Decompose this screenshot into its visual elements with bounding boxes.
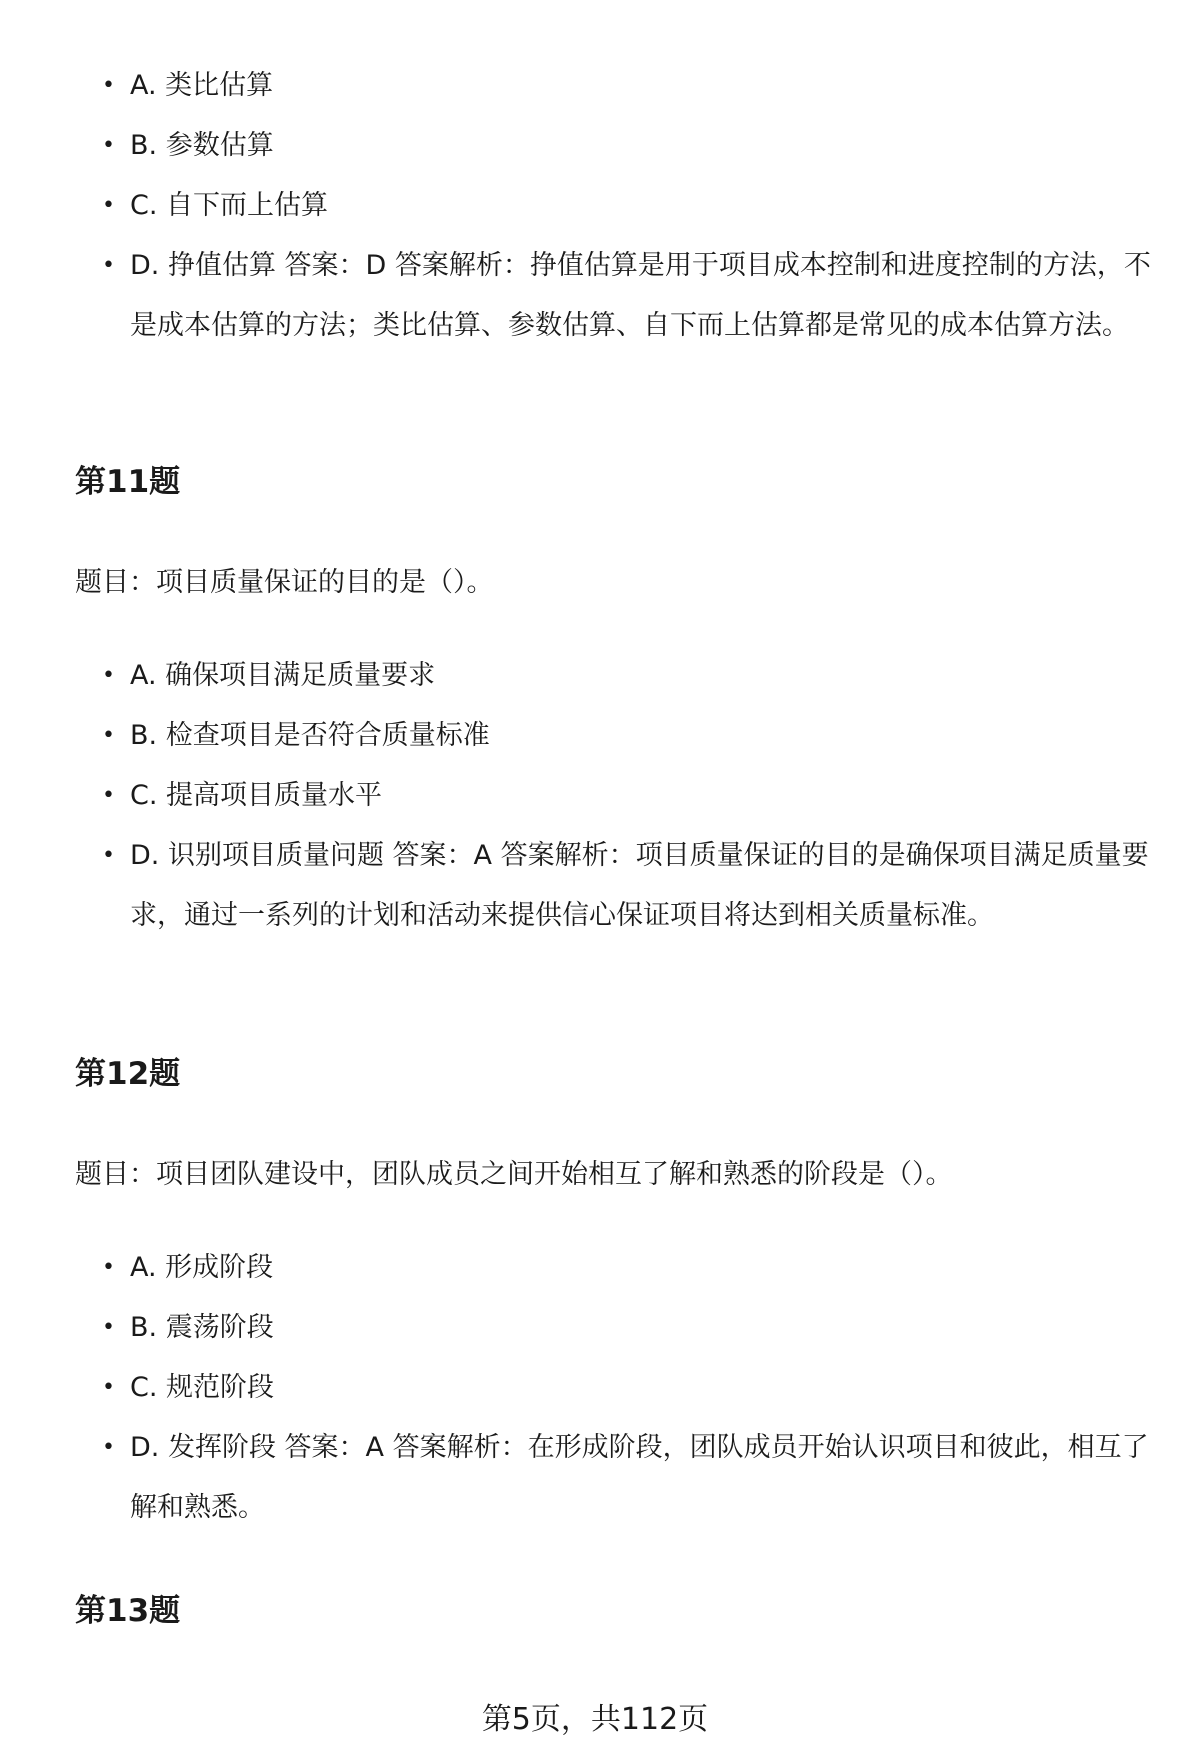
- option-text: C. 提高项目质量水平: [130, 780, 383, 811]
- option-text: B. 震荡阶段: [130, 1312, 274, 1343]
- option-d-with-answer: [0, 236, 1190, 356]
- question-11-stem: 题目：项目质量保证的目的是（）。: [75, 567, 494, 598]
- option-c: [0, 176, 1190, 236]
- bullet-icon: •: [102, 1315, 115, 1340]
- bullet-icon: •: [102, 73, 115, 98]
- question-12-title: 第12题: [75, 1056, 181, 1092]
- bullet-icon: •: [102, 1255, 115, 1280]
- bullet-icon: •: [102, 1435, 115, 1460]
- option-b: [0, 706, 1190, 766]
- option-a: [0, 646, 1190, 706]
- bullet-icon: •: [102, 843, 115, 868]
- option-c: [0, 766, 1190, 826]
- option-text: A. 确保项目满足质量要求: [130, 660, 436, 691]
- option-text: D. 识别项目质量问题 答案：A 答案解析：项目质量保证的目的是确保项目满足质量要求，通过一系列的计划和活动来提供信心保证项目将达到相关质量标准。: [130, 840, 1149, 931]
- bullet-icon: •: [102, 1375, 115, 1400]
- option-b: [0, 1298, 1190, 1358]
- question-11-title: 第11题: [75, 464, 181, 500]
- option-c: [0, 1358, 1190, 1418]
- option-text: C. 规范阶段: [130, 1372, 275, 1403]
- question-11-options: [0, 646, 1190, 946]
- option-text: D. 挣值估算 答案：D 答案解析：挣值估算是用于项目成本控制和进度控制的方法，不是成本估算的方法；类比估算、参数估算、自下而上估算都是常见的成本估算方法。: [130, 250, 1151, 341]
- option-text: D. 发挥阶段 答案：A 答案解析：在形成阶段，团队成员开始认识项目和彼此，相互了解和熟悉。: [130, 1432, 1149, 1523]
- option-text: A. 类比估算: [130, 70, 274, 101]
- prev-question-options: [0, 56, 1190, 356]
- option-d-with-answer: [0, 1418, 1190, 1538]
- bullet-icon: •: [102, 723, 115, 748]
- bullet-icon: •: [102, 663, 115, 688]
- question-12-stem: 题目：项目团队建设中，团队成员之间开始相互了解和熟悉的阶段是（）。: [75, 1159, 953, 1190]
- option-a: [0, 1238, 1190, 1298]
- option-text: B. 参数估算: [130, 130, 274, 161]
- bullet-icon: •: [102, 193, 115, 218]
- question-12-options: [0, 1238, 1190, 1538]
- question-13-title: 第13题: [75, 1593, 181, 1629]
- option-d-with-answer: [0, 826, 1190, 946]
- bullet-icon: •: [102, 133, 115, 158]
- bullet-icon: •: [102, 783, 115, 808]
- option-text: A. 形成阶段: [130, 1252, 274, 1283]
- option-b: [0, 116, 1190, 176]
- bullet-icon: •: [102, 253, 115, 278]
- option-a: [0, 56, 1190, 116]
- option-text: C. 自下而上估算: [130, 190, 329, 221]
- option-text: B. 检查项目是否符合质量标准: [130, 720, 490, 751]
- page-footer: 第5页，共112页: [481, 1702, 709, 1737]
